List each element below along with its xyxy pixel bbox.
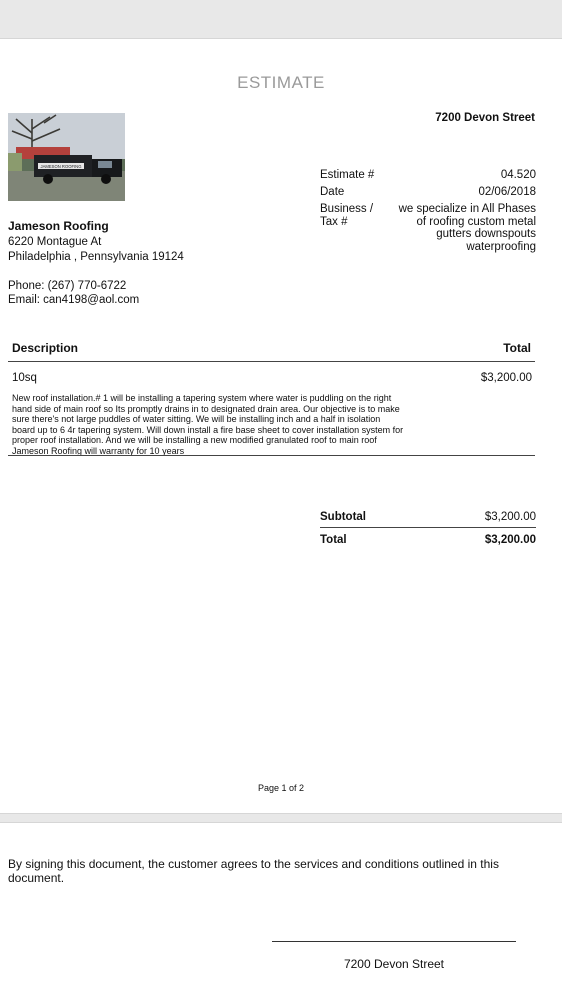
estimate-page-1	[0, 38, 562, 814]
item-description-line: hand side of main roof so Its promptly drains in to designated drain area. Our objective is to make	[12, 403, 400, 414]
page-number: Page 1 of 2	[257, 783, 305, 793]
signature-statement: By signing this document, the customer agrees to the services and conditions outlined in this document.	[8, 857, 499, 885]
total-value: $3,200.00	[484, 534, 536, 546]
item-total: $3,200.00	[480, 372, 532, 384]
signature-name: 7200 Devon Street	[343, 957, 445, 971]
total-label: Total	[320, 534, 347, 546]
company-address-line2: Philadelphia , Pennsylvania 19124	[8, 251, 184, 263]
estimate-number-row	[320, 169, 536, 181]
item-description-line: sure there's not large puddles of water sitting. We will be installing inch and a half in isolation	[12, 414, 381, 424]
tax-value-line: of roofing custom metal	[416, 215, 536, 228]
item-description	[12, 393, 464, 456]
estimate-number-label: Estimate #	[320, 169, 375, 181]
estimate-number-value: 04.520	[500, 169, 536, 181]
header-address: 7200 Devon Street	[435, 112, 535, 124]
document-title: ESTIMATE	[237, 73, 325, 92]
tax-value-line: gutters downspouts	[436, 228, 536, 240]
item-description-line: proper roof installation. And we will be installing a new modified granulated roof to main roof	[12, 435, 377, 445]
date-row	[320, 186, 536, 198]
items-table-header	[8, 339, 535, 362]
tax-label	[320, 203, 384, 229]
estimate-page-2	[0, 822, 562, 1001]
item-description-line: New roof installation.# 1 will be installing a tapering system where water is puddling on the right	[12, 393, 392, 403]
tax-row	[320, 203, 536, 253]
tax-label-line2: Tax #	[320, 216, 348, 228]
subtotal-value: $3,200.00	[484, 511, 536, 523]
company-photo	[8, 113, 125, 201]
subtotal-divider	[320, 527, 536, 528]
company-phone: Phone: (267) 770-6722	[8, 280, 127, 292]
item-description-line: Jameson Roofing will warranty for 10 years	[12, 445, 185, 456]
tax-label-line1: Business /	[320, 203, 374, 215]
subtotal-label: Subtotal	[320, 511, 366, 523]
date-value: 02/06/2018	[478, 186, 536, 198]
column-description-header: Description	[12, 341, 79, 355]
item-description-line: board up to 6 4r tapering system. Will down install a fire base sheet to cover installation system for	[12, 424, 404, 435]
item-divider	[8, 455, 535, 456]
signature-line[interactable]	[272, 941, 516, 942]
company-name: Jameson Roofing	[8, 219, 109, 233]
tax-value-line: waterproofing	[466, 240, 536, 253]
company-address-line1: 6220 Montague At	[8, 236, 102, 248]
item-quantity: 10sq	[12, 372, 37, 384]
truck-lettering: JAMESON ROOFING	[40, 164, 82, 169]
column-total-header: Total	[503, 341, 531, 355]
company-email[interactable]: Email: can4198@aol.com	[8, 294, 140, 306]
tax-value	[390, 203, 536, 253]
date-label: Date	[320, 186, 345, 198]
tax-value-line: we specialize in All Phases	[398, 203, 536, 215]
